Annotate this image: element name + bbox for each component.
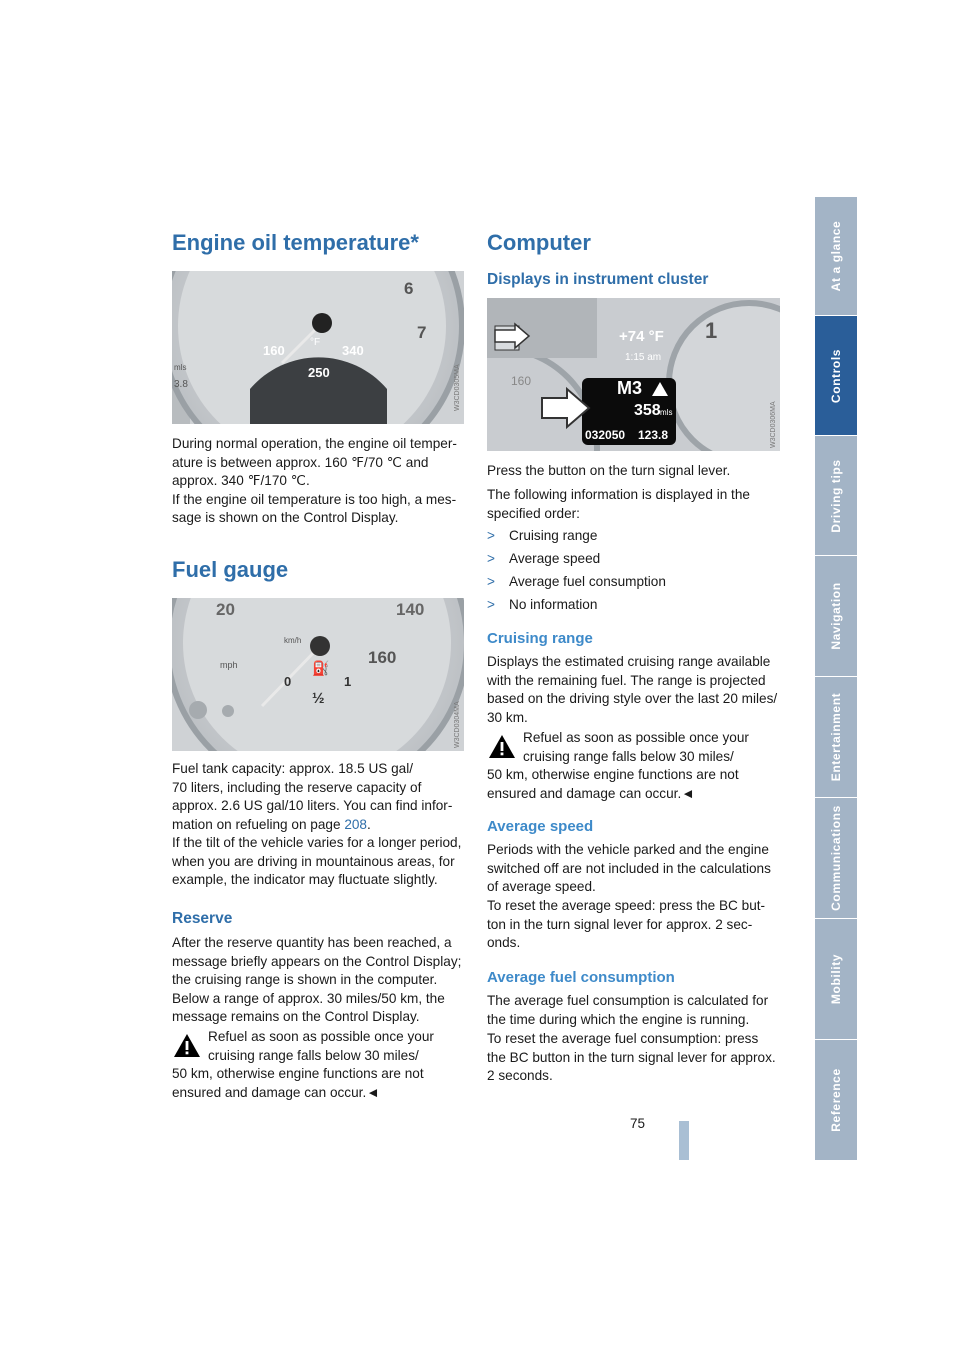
computer-text-line: The following information is displayed in the [487,487,750,502]
warning-text-line: ensured and damage can occur.◄ [172,1084,380,1100]
fuel-text-1 [172,760,472,834]
cruise-text-line: based on the driving style over the last 20 miles/ [487,691,778,706]
sidebar-tab-at-a-glance[interactable] [815,197,857,316]
oil-text [172,435,472,528]
list-bullet: > [487,574,495,589]
warning-text-line: 50 km, otherwise engine functions are not [487,767,739,782]
warning-text-line: 50 km, otherwise engine functions are not [172,1066,424,1081]
cluster-range-value: 358 [634,402,661,419]
sidebar-tab-communications[interactable] [815,798,857,919]
sidebar-tab-entertainment[interactable] [815,677,857,798]
list-item [487,550,787,569]
computer-text-1: Press the button on the turn signal lever. [487,463,731,478]
list-item [487,573,787,592]
cruise-warning-text-a [523,729,793,766]
sidebar-tab-navigation[interactable] [815,556,857,677]
cruising-range-text [487,653,787,727]
page-link-208[interactable]: 208 [344,816,367,832]
sidebar-tab-label: Mobility [829,953,843,1005]
side-display-value: 3.8 [174,379,188,390]
page-number: 75 [630,1116,646,1131]
fuel-text-line: 70 liters, including the reserve capacity of [172,779,422,795]
reserve-warning-text-b [172,1065,472,1102]
oil-temp-unit: °F [310,337,321,348]
cruise-warning-text-b [487,766,787,803]
gauge-label-7: 7 [417,323,427,342]
avgfuel-text-line: To reset the average fuel consumption: press [487,1031,759,1046]
cluster-trip: 123.8 [638,428,669,442]
oil-text-line: ature is between approx. 160 ℉/70 ℃ and [172,454,429,470]
average-fuel-text-2 [487,1030,787,1086]
sidebar-tab-mobility[interactable] [815,919,857,1040]
avgspeed-text-line: of average speed. [487,879,596,894]
reserve-text-line: message remains on the Control Display. [172,1009,420,1024]
avgspeed-text-line: switched off are not included in the calculations [487,860,771,876]
gauge-label-340: 340 [342,343,364,358]
list-bullet: > [487,528,495,543]
warning-text-line: cruising range falls below 30 miles/ [523,748,734,764]
sidebar-tab-driving-tips[interactable] [815,436,857,556]
page-number-bar [679,1121,689,1160]
avgspeed-text-line: To reset the average speed: press the BC but- [487,898,766,913]
heading-average-speed: Average speed [487,818,594,835]
heading-average-fuel-consumption: Average fuel consumption [487,969,675,986]
heading-computer: Computer [487,230,591,255]
avgfuel-text-line: 2 seconds. [487,1068,553,1083]
oil-text-line: During normal operation, the engine oil temper- [172,436,457,451]
cluster-gear-m3: M3 [617,378,643,398]
sidebar-tab-label: Navigation [829,582,843,650]
reserve-text-line: the cruising range is shown in the computer. [172,972,438,987]
gauge-label-6: 6 [404,279,414,298]
cluster-range-unit: mls [660,408,673,417]
avgfuel-text-line: the time during which the engine is running. [487,1011,750,1027]
average-speed-text-2 [487,897,787,953]
oil-temperature-gauge-image [172,271,464,424]
heading-displays-instrument-cluster: Displays in instrument cluster [487,271,709,288]
fuel-text-line: example, the indicator may fluctuate slightly. [172,872,438,887]
avgspeed-text-line: ton in the turn signal lever for approx. 2 sec- [487,916,753,932]
average-speed-text-1 [487,841,787,897]
image-code: W3CD0306MA [770,401,777,448]
warning-text-line: Refuel as soon as possible once your [208,1029,434,1044]
warning-text-line: cruising range falls below 30 miles/ [208,1047,419,1063]
warning-icon [487,733,517,760]
list-item-text: Cruising range [509,528,598,543]
sidebar-tab-label: Reference [829,1068,843,1132]
fuel-text-2 [172,834,472,890]
sidebar-tab-label: Driving tips [829,458,843,533]
gauge-label-half: ½ [312,690,325,707]
warning-text-line: ensured and damage can occur.◄ [487,785,695,801]
sidebar-tab-label: Communications [829,805,843,911]
heading-cruising-range: Cruising range [487,630,593,647]
gauge-label-140: 140 [396,600,425,619]
reserve-text-line: message briefly appears on the Control Display; [172,953,462,969]
reserve-warning-text-a [208,1028,478,1065]
sidebar-tab-label: Entertainment [829,692,843,782]
heading-fuel-gauge: Fuel gauge [172,557,289,582]
avgfuel-text-line: the BC button in the turn signal lever for approx. [487,1049,776,1065]
cruise-text-line: 30 km. [487,709,528,725]
gauge-label-250: 250 [308,365,330,380]
oil-text-line: If the engine oil temperature is too high, a mes- [172,491,457,507]
list-item [487,527,787,546]
heading-engine-oil-temperature: Engine oil temperature* [172,230,419,255]
display-order-list [487,527,787,615]
average-fuel-text-1 [487,992,787,1029]
avgspeed-text-line: onds. [487,935,521,950]
list-bullet: > [487,551,495,566]
fuel-text-line: when you are driving in mountainous areas, for [172,853,455,869]
oil-text-line: sage is shown on the Control Display. [172,510,399,525]
warning-icon [172,1032,202,1059]
instrument-cluster-image [487,298,780,451]
avgspeed-text-line: Periods with the vehicle parked and the engine [487,842,769,857]
sidebar-tab-label: Controls [829,348,843,403]
fuel-text-line: If the tilt of the vehicle varies for a longer period, [172,835,462,850]
sidebar-tab-reference[interactable] [815,1040,857,1161]
gauge-label-160: 160 [263,343,285,358]
fuel-text-period: . [367,816,371,832]
list-item-text: Average fuel consumption [509,574,666,589]
list-bullet: > [487,597,495,612]
warning-text-line: Refuel as soon as possible once your [523,730,749,745]
cluster-odometer: 032050 [585,428,626,442]
computer-text-2 [487,486,787,523]
computer-text-line: specified order: [487,505,580,521]
oil-text-line: approx. 340 ℉/170 ℃. [172,473,310,488]
gauge-label-20: 20 [216,600,235,619]
list-item-text: Average speed [509,551,601,566]
reserve-text [172,934,472,1027]
fuel-text-line: mation on refueling on page [172,816,345,832]
gauge-unit-kmh: km/h [284,636,302,645]
cluster-temperature: +74 °F [619,328,664,345]
gauge-unit-mph: mph [220,660,238,670]
reserve-text-line: Below a range of approx. 30 miles/50 km, the [172,990,445,1006]
chapter-sidebar [815,197,857,1160]
gauge-label-160: 160 [511,374,532,388]
gauge-label-1: 1 [705,318,718,343]
avgfuel-text-line: The average fuel consumption is calculated for [487,993,769,1008]
fuel-gauge-image [172,598,464,751]
fuel-pump-icon: ⛽ [312,660,330,676]
gauge-label-1: 1 [344,674,352,689]
reserve-text-line: After the reserve quantity has been reached, a [172,935,452,950]
list-item [487,596,787,615]
fuel-text-line: approx. 2.6 US gal/10 liters. You can find infor- [172,798,453,813]
cluster-time: 1:15 am [625,352,662,363]
cruise-text-line: with the remaining fuel. The range is projected [487,672,766,688]
sidebar-tab-label: At a glance [829,220,843,292]
heading-reserve: Reserve [172,910,233,927]
list-item-text: No information [509,597,598,612]
image-code: W3CD0305MA [454,364,461,411]
side-display-unit: mls [174,363,187,372]
gauge-label-0: 0 [284,674,292,689]
sidebar-tab-controls[interactable] [815,316,857,436]
cruise-text-line: Displays the estimated cruising range available [487,654,771,669]
fuel-text-line: Fuel tank capacity: approx. 18.5 US gal/ [172,761,414,776]
image-code: W3CD0304MA [454,701,461,748]
gauge-label-160: 160 [368,648,397,667]
